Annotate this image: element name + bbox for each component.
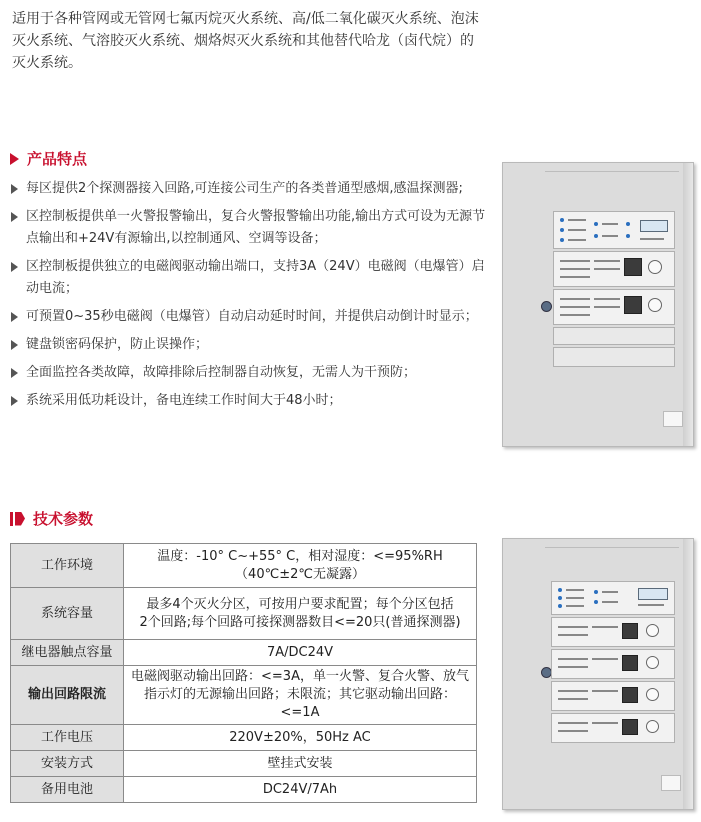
controller-cabinet-image-large (502, 538, 694, 810)
indicator-led-icon (626, 234, 630, 238)
indicator-led-icon (594, 222, 598, 226)
cabinet-edge (683, 163, 693, 446)
zone-panel (553, 251, 675, 287)
panel-text (640, 238, 664, 240)
list-item (10, 306, 490, 328)
panel-text (594, 306, 620, 308)
lcd-display (640, 220, 668, 232)
list-item (10, 334, 490, 356)
panel-text (602, 223, 618, 225)
panel-text (602, 601, 618, 603)
feature-text: 区控制板提供独立的电磁阀驱动输出端口，支持3A（24V）电磁阀（电爆管）启动电流； (26, 259, 485, 296)
indicator-led-icon (594, 234, 598, 238)
keyswitch-icon (646, 688, 659, 701)
panel-text (594, 268, 620, 270)
panel-text (558, 690, 588, 692)
panel-text (558, 634, 588, 636)
controller-cabinet-image (502, 162, 694, 447)
panel-text (560, 260, 590, 262)
countdown-display (622, 719, 638, 735)
feature-text: 区控制板提供单一火警报警输出，复合火警报警输出功能,输出方式可设为无源节点输出和+24V有源输出,以控制通风、空调等设备； (26, 209, 486, 246)
list-item (10, 178, 490, 200)
spec-key: 备用电池 (11, 777, 124, 803)
keyswitch-icon (646, 656, 659, 669)
zone-panel (551, 713, 675, 743)
spec-value-line: 最多4个灭火分区，可按用户要求配置；每个分区包括 (146, 596, 454, 612)
indicator-led-icon (594, 590, 598, 594)
indicator-led-icon (560, 218, 564, 222)
table-row (11, 588, 477, 640)
panel-text (638, 604, 664, 606)
feature-list (10, 178, 490, 418)
panel-text (592, 658, 618, 660)
bullet-icon (11, 212, 18, 222)
spec-key: 工作环境 (11, 544, 124, 588)
table-row (11, 640, 477, 666)
countdown-display (622, 623, 638, 639)
panel-text (602, 235, 618, 237)
spec-value: 壁挂式安装 (124, 751, 477, 777)
panel-text (568, 239, 586, 241)
main-control-panel (553, 211, 675, 249)
indicator-led-icon (594, 600, 598, 604)
spec-key: 工作电压 (11, 725, 124, 751)
spec-value (124, 588, 477, 640)
panel-text (566, 605, 584, 607)
blank-panel (553, 347, 675, 367)
panel-text (558, 698, 588, 700)
panel-text (558, 722, 588, 724)
spec-value (124, 544, 477, 588)
panel-text (568, 219, 586, 221)
list-item (10, 362, 490, 384)
zone-panel (551, 649, 675, 679)
features-heading (10, 148, 87, 169)
keyswitch-icon (648, 298, 662, 312)
panel-text (560, 306, 590, 308)
intro-line: 灭火系统、气溶胶灭火系统、烟烙烬灭火系统和其他替代哈龙（卤代烷）的 (12, 33, 474, 49)
panel-text (560, 268, 590, 270)
table-row (11, 666, 477, 725)
intro-line: 适用于各种管网或无管网七氟丙烷灭火系统、高/低二氧化碳灭火系统、泡沫 (12, 11, 479, 27)
features-title: 产品特点 (27, 150, 88, 168)
countdown-display (622, 687, 638, 703)
indicator-led-icon (626, 222, 630, 226)
feature-text: 键盘锁密码保护，防止误操作； (26, 337, 209, 352)
intro-line: 灭火系统。 (12, 55, 82, 71)
panel-text (560, 314, 590, 316)
spec-value-line: 指示灯的无源输出回路；未限流；其它驱动输出回路：<=1A (143, 687, 456, 720)
keyswitch-icon (648, 260, 662, 274)
bullet-icon (11, 396, 18, 406)
blank-panel (553, 327, 675, 345)
panel-text (592, 626, 618, 628)
countdown-display (622, 655, 638, 671)
feature-text: 系统采用低功耗设计，备电连续工作时间大于48小时； (26, 393, 342, 408)
panel-text (566, 589, 584, 591)
bullet-icon (11, 340, 18, 350)
spec-key: 系统容量 (11, 588, 124, 640)
spec-value-line: （40℃±2℃无凝露） (235, 566, 365, 582)
indicator-led-icon (560, 238, 564, 242)
bullet-icon (11, 368, 18, 378)
bullet-icon (11, 262, 18, 272)
feature-text: 全面监控各类故障，故障排除后控制器自动恢复，无需人为干预防； (26, 365, 417, 380)
zone-panel (553, 289, 675, 325)
feature-text: 可预置0~35秒电磁阀（电爆管）自动启动延时时间，并提供启动倒计时显示； (26, 309, 478, 324)
spec-key: 输出回路限流 (11, 666, 124, 725)
nameplate (663, 411, 683, 427)
table-row (11, 725, 477, 751)
keyswitch-icon (646, 624, 659, 637)
panel-text (560, 298, 590, 300)
panel-text (560, 276, 590, 278)
indicator-led-icon (560, 228, 564, 232)
specs-heading (10, 508, 93, 529)
spec-table (10, 543, 477, 803)
zone-panel (551, 681, 675, 711)
indicator-led-icon (558, 604, 562, 608)
panel-text (594, 260, 620, 262)
lock-icon (541, 301, 552, 312)
panel-text (558, 730, 588, 732)
lcd-display (638, 588, 668, 600)
specs-title: 技术参数 (33, 510, 94, 528)
indicator-led-icon (558, 596, 562, 600)
spec-key: 安装方式 (11, 751, 124, 777)
door-seam (545, 547, 679, 548)
panel-text (558, 658, 588, 660)
bullet-icon (11, 312, 18, 322)
panel-text (558, 626, 588, 628)
panel-text (592, 722, 618, 724)
keyswitch-icon (646, 720, 659, 733)
tag-marker-icon (10, 512, 25, 526)
spec-value: 220V±20%，50Hz AC (124, 725, 477, 751)
table-row (11, 544, 477, 588)
countdown-display (624, 258, 642, 276)
list-item (10, 206, 490, 250)
spec-key: 继电器触点容量 (11, 640, 124, 666)
panel-text (602, 591, 618, 593)
table-row (11, 777, 477, 803)
spec-value-line: 电磁阀驱动输出回路：<=3A，单一火警、复合火警、放气 (131, 669, 469, 684)
cabinet-edge (683, 539, 693, 809)
panel-text (566, 597, 584, 599)
spec-value: 7A/DC24V (124, 640, 477, 666)
table-row (11, 751, 477, 777)
indicator-led-icon (558, 588, 562, 592)
door-seam (545, 171, 679, 172)
main-control-panel (551, 581, 675, 615)
feature-text: 每区提供2个探测器接入回路,可连接公司生产的各类普通型感烟,感温探测器; (26, 181, 463, 196)
spec-value: DC24V/7Ah (124, 777, 477, 803)
spec-value (124, 666, 477, 725)
bullet-icon (11, 184, 18, 194)
nameplate (661, 775, 681, 791)
list-item (10, 390, 490, 412)
zone-panel (551, 617, 675, 647)
triangle-marker-icon (10, 153, 19, 165)
panel-text (594, 298, 620, 300)
spec-value-line: 温度：-10° C~+55° C，相对湿度：<=95%RH (157, 548, 443, 564)
panel-text (592, 690, 618, 692)
intro-paragraph (12, 8, 572, 74)
list-item (10, 256, 490, 300)
panel-text (558, 666, 588, 668)
panel-text (568, 229, 586, 231)
countdown-display (624, 296, 642, 314)
spec-value-line: 2个回路;每个回路可接探测器数目<=20只(普通探测器) (139, 614, 461, 630)
